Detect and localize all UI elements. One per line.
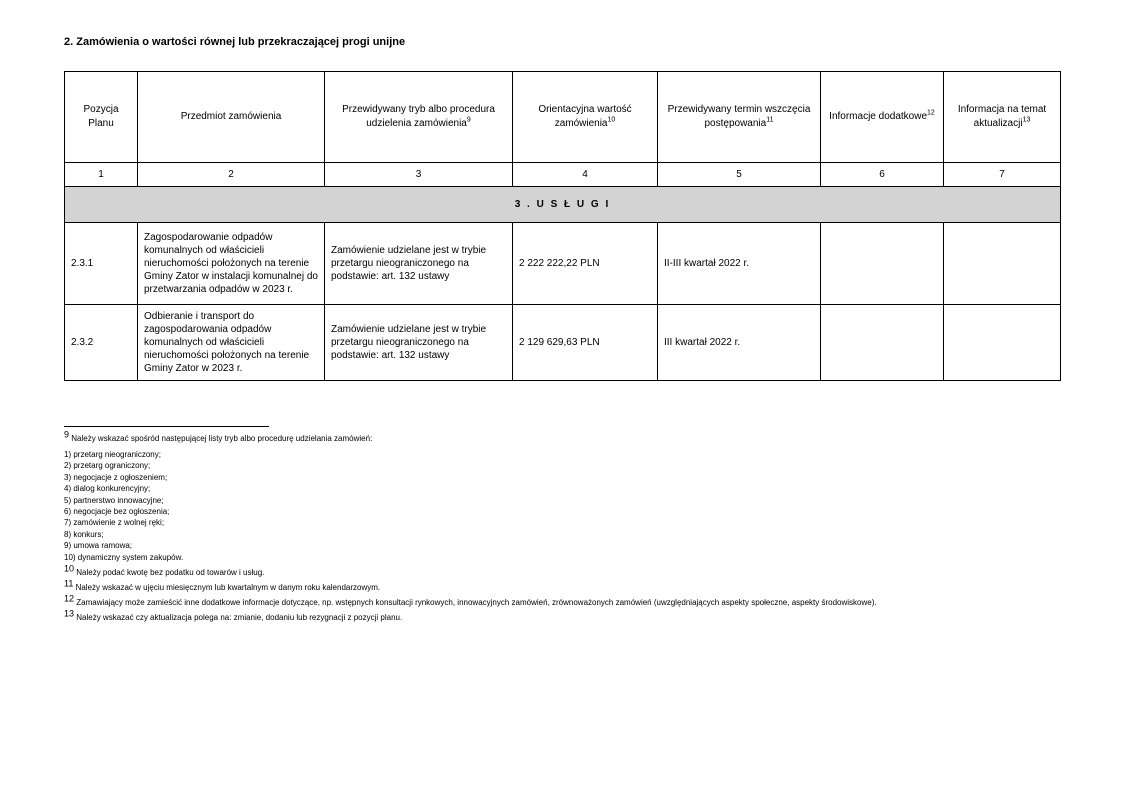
column-header-label: Pozycja Planu xyxy=(83,104,119,129)
footnote-text: Zamawiający może zamieścić inne dodatkowe informacje dotyczące, np. wstępnych konsultacji rynkowych, innowacyjnych zamówień, zrównoważonych zamówień (uwzględniających aspekty społeczne, aspekty środowiskowe). xyxy=(76,598,877,608)
footnote-number: 11 xyxy=(64,578,74,589)
footnote-ref: 13 xyxy=(1022,116,1031,124)
column-header-procedure xyxy=(325,72,513,163)
cell-term: II-III kwartał 2022 r. xyxy=(658,223,821,305)
footnote-10 xyxy=(64,563,1074,578)
cell-additional-info xyxy=(821,223,944,305)
footnote-number: 12 xyxy=(64,593,75,604)
page-title: 2. Zamówienia o wartości równej lub przekraczającej progi unijne xyxy=(64,36,406,48)
footnote-ref: 9 xyxy=(466,116,471,124)
section-header-row xyxy=(65,187,1061,223)
cell-subject: Odbieranie i transport do zagospodarowania odpadów komunalnych od właścicieli nieruchomości położonych na terenie Gminy Zator w 2023 r. xyxy=(138,305,325,381)
footnote-13 xyxy=(64,608,1074,623)
column-header-update-info xyxy=(944,72,1061,163)
procurement-plan-table xyxy=(64,71,1061,381)
column-header-subject xyxy=(138,72,325,163)
footnote-list-item: 5) partnerstwo innowacyjne; xyxy=(64,495,164,505)
column-number: 2 xyxy=(138,163,325,187)
column-header-term xyxy=(658,72,821,163)
table-header-row xyxy=(65,72,1061,163)
column-number-row xyxy=(65,163,1061,187)
footnote-list-item: 10) dynamiczny system zakupów. xyxy=(64,552,184,562)
column-header-additional-info xyxy=(821,72,944,163)
footnote-9-list xyxy=(64,449,1074,563)
cell-term: III kwartał 2022 r. xyxy=(658,305,821,381)
footnote-separator xyxy=(64,426,269,427)
column-header-position xyxy=(65,72,138,163)
cell-update-info xyxy=(944,223,1061,305)
footnotes-section xyxy=(64,426,1074,623)
cell-value: 2 222 222,22 PLN xyxy=(513,223,658,305)
footnote-number: 13 xyxy=(64,608,75,619)
footnote-list-item: 2) przetarg ograniczony; xyxy=(64,461,151,471)
cell-update-info xyxy=(944,305,1061,381)
column-header-label: Przedmiot zamówienia xyxy=(180,111,282,122)
footnote-ref: 11 xyxy=(766,116,774,124)
footnote-text: Należy wskazać czy aktualizacja polega na: zmianie, dodaniu lub rezygnacji z pozycji planu. xyxy=(76,613,403,623)
cell-additional-info xyxy=(821,305,944,381)
footnote-list-item: 8) konkurs; xyxy=(64,529,104,539)
footnote-list-item: 6) negocjacje bez ogłoszenia; xyxy=(64,507,170,517)
footnote-list-item: 3) negocjacje z ogłoszeniem; xyxy=(64,472,168,482)
column-number: 6 xyxy=(821,163,944,187)
footnote-list-item: 9) umowa ramowa; xyxy=(64,541,133,551)
table-row xyxy=(65,305,1061,381)
cell-position: 2.3.1 xyxy=(65,223,138,305)
footnote-ref: 12 xyxy=(927,109,935,117)
footnote-list-item: 4) dialog konkurencyjny; xyxy=(64,484,151,494)
column-number: 7 xyxy=(944,163,1061,187)
footnote-number: 9 xyxy=(64,429,70,440)
column-header-value xyxy=(513,72,658,163)
cell-value: 2 129 629,63 PLN xyxy=(513,305,658,381)
footnote-11 xyxy=(64,578,1074,593)
column-number: 3 xyxy=(325,163,513,187)
section-header: 3 . U S Ł U G I xyxy=(65,187,1061,223)
footnote-9 xyxy=(64,429,1074,444)
footnote-text: Należy wskazać spośród następującej listy tryb albo procedurę udzielania zamówień: xyxy=(71,434,373,443)
column-header-label: Przewidywany termin wszczęcia postępowania xyxy=(667,104,811,129)
column-number: 4 xyxy=(513,163,658,187)
column-header-label: Informacja na temat aktualizacji xyxy=(957,104,1047,129)
footnote-list-item: 7) zamówienie z wolnej ręki; xyxy=(64,518,165,528)
footnote-ref: 10 xyxy=(607,116,616,124)
column-number: 5 xyxy=(658,163,821,187)
footnote-number: 10 xyxy=(64,563,75,574)
footnote-12 xyxy=(64,593,1074,608)
footnote-text: Należy podać kwotę bez podatku od towarów i usług. xyxy=(76,568,265,578)
cell-subject: Zagospodarowanie odpadów komunalnych od właścicieli nieruchomości położonych na terenie Gminy Zator w instalacji komunalnej do przetwarzania odpadów w 2023 r. xyxy=(138,223,325,305)
footnote-text: Należy wskazać w ujęciu miesięcznym lub kwartalnym w danym roku kalendarzowym. xyxy=(75,583,381,593)
cell-procedure: Zamówienie udzielane jest w trybie przetargu nieograniczonego na podstawie: art. 132 ustawy xyxy=(325,305,513,381)
footnote-list-item: 1) przetarg nieograniczony; xyxy=(64,450,161,459)
column-number: 1 xyxy=(65,163,138,187)
table-row xyxy=(65,223,1061,305)
cell-position: 2.3.2 xyxy=(65,305,138,381)
cell-procedure: Zamówienie udzielane jest w trybie przetargu nieograniczonego na podstawie: art. 132 ustawy xyxy=(325,223,513,305)
column-header-label: Informacje dodatkowe xyxy=(829,111,928,122)
column-header-label: Przewidywany tryb albo procedura udzielenia zamówienia xyxy=(342,104,495,129)
column-header-label: Orientacyjna wartość zamówienia xyxy=(538,104,632,129)
